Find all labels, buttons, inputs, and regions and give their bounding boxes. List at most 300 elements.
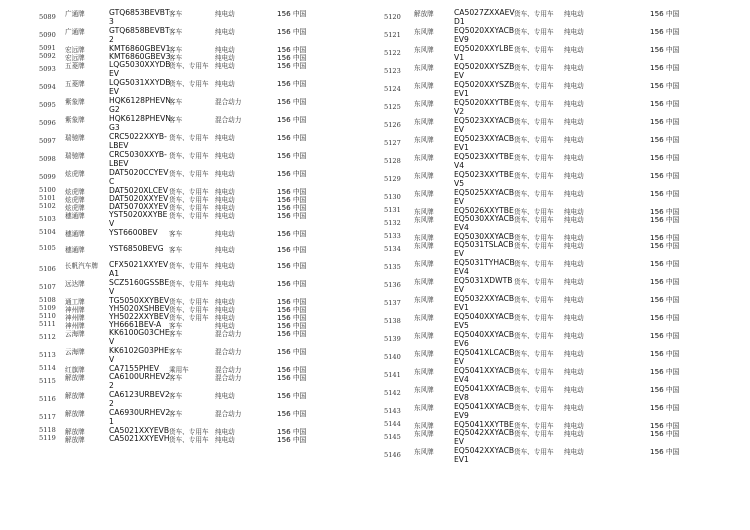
vehicle-type: 货车、专用车 (169, 134, 209, 142)
vehicle-type: 货车、专用车 (514, 350, 554, 358)
country-label: 中国 (666, 64, 680, 72)
country-label: 中国 (666, 46, 680, 54)
model-code-line1: DAT5020XLCEV (109, 186, 169, 195)
power-type: 纯电动 (215, 306, 235, 314)
table-row (384, 170, 750, 188)
power-type: 纯电动 (215, 280, 235, 288)
count-cell (650, 312, 679, 322)
table-row (39, 202, 375, 210)
brand-name: 炫虎牌 (65, 188, 85, 196)
vehicle-type: 客车 (169, 410, 183, 418)
count-cell (277, 434, 306, 444)
vehicle-type: 客车 (169, 230, 183, 238)
count-cell (277, 346, 306, 356)
power-type: 混合动力 (215, 330, 242, 338)
country-label: 中国 (293, 152, 307, 160)
power-type: 纯电动 (564, 100, 584, 108)
count-value: 156 (650, 295, 664, 304)
table-row (384, 258, 750, 276)
count-cell (650, 152, 679, 162)
count-value: 156 (277, 61, 291, 70)
table-row (384, 348, 750, 366)
brand-name: 东风牌 (414, 64, 434, 72)
country-label: 中国 (666, 404, 680, 412)
model-code-line2: EV4 (454, 267, 469, 276)
table-row (39, 114, 375, 132)
row-number: 5102 (39, 202, 56, 210)
model-code-line1: EQ5042XXYACB (454, 446, 515, 455)
country-label: 中国 (293, 348, 307, 356)
table-row (39, 328, 375, 346)
count-value: 156 (277, 435, 291, 444)
power-type: 纯电动 (564, 386, 584, 394)
brand-name: 东风牌 (414, 296, 434, 304)
model-code-line2: EV9 (454, 411, 469, 420)
country-label: 中国 (666, 82, 680, 90)
model-code-line1: CA5021XXYEVB (109, 426, 170, 435)
vehicle-type: 货车、专用车 (514, 190, 554, 198)
country-label: 中国 (293, 188, 307, 196)
model-code-line2: V (109, 355, 115, 364)
model-code-line2: EV (454, 249, 464, 258)
table-row (384, 152, 750, 170)
power-type: 纯电动 (215, 204, 235, 212)
country-label: 中国 (666, 422, 680, 430)
power-type: 混合动力 (215, 348, 242, 356)
power-type: 纯电动 (215, 28, 235, 36)
model-code-line2: 2 (109, 381, 114, 390)
brand-name: 东风牌 (414, 154, 434, 162)
count-value: 156 (650, 447, 664, 456)
count-cell (277, 328, 306, 338)
country-label: 中国 (293, 330, 307, 338)
brand-name: 宏远牌 (65, 54, 85, 62)
country-label: 中国 (293, 212, 307, 220)
brand-name: 紫象牌 (65, 98, 85, 106)
count-cell (277, 132, 306, 142)
vehicle-type: 货车、专用车 (514, 82, 554, 90)
table-row (39, 26, 375, 44)
vehicle-type: 货车、专用车 (514, 332, 554, 340)
count-cell (277, 114, 306, 124)
vehicle-type: 客车 (169, 348, 183, 356)
model-code (109, 346, 169, 364)
power-type: 纯电动 (215, 262, 235, 270)
model-code-line1: DAT5020XXYEV (109, 194, 169, 203)
power-type: 混合动力 (215, 366, 242, 374)
vehicle-type: 货车、专用车 (514, 100, 554, 108)
country-label: 中国 (666, 332, 680, 340)
count-value: 156 (277, 373, 291, 382)
vehicle-type: 客车 (169, 392, 183, 400)
count-value: 156 (277, 347, 291, 356)
count-value: 156 (277, 195, 291, 204)
vehicle-type: 客车 (169, 374, 183, 382)
count-value: 156 (277, 151, 291, 160)
model-code (454, 402, 514, 420)
model-code-line1: CA6930URHEV2 (109, 408, 171, 417)
table-row (384, 384, 750, 402)
row-number: 5137 (384, 299, 401, 307)
vehicle-type: 货车、专用车 (514, 386, 554, 394)
table-row (39, 312, 375, 320)
vehicle-type: 货车、专用车 (169, 62, 209, 70)
country-label: 中国 (293, 230, 307, 238)
model-code (109, 228, 158, 237)
power-type: 纯电动 (564, 350, 584, 358)
brand-name: 神州牌 (65, 314, 85, 322)
count-cell (277, 228, 306, 238)
vehicle-type: 货车、专用车 (514, 46, 554, 54)
vehicle-type: 货车、专用车 (169, 298, 209, 306)
table-row (39, 52, 375, 60)
model-code-line2: 1 (109, 417, 114, 426)
count-value: 156 (277, 203, 291, 212)
count-value: 156 (277, 133, 291, 142)
model-code-line2: EV (109, 69, 119, 78)
row-number: 5119 (39, 434, 56, 442)
table-row (39, 372, 375, 390)
country-label: 中国 (666, 234, 680, 242)
model-code-line2: V4 (454, 161, 465, 170)
model-code-line2: EV5 (454, 321, 469, 330)
count-cell (277, 244, 306, 254)
model-code-line2: V1 (454, 53, 465, 62)
power-type: 纯电动 (564, 278, 584, 286)
country-label: 中国 (666, 172, 680, 180)
left-column (39, 8, 375, 442)
power-type: 纯电动 (215, 314, 235, 322)
country-label: 中国 (666, 386, 680, 394)
count-value: 156 (650, 331, 664, 340)
row-number: 5120 (384, 13, 401, 21)
brand-name: 东风牌 (414, 404, 434, 412)
vehicle-type: 货车、专用车 (514, 28, 554, 36)
row-number: 5118 (39, 426, 56, 434)
model-code-line1: GTQ6858BEVBT (109, 26, 170, 35)
country-label: 中国 (293, 410, 307, 418)
brand-name: 通工牌 (65, 298, 85, 306)
row-number: 5109 (39, 304, 56, 312)
country-label: 中国 (666, 118, 680, 126)
count-cell (650, 62, 679, 72)
count-value: 156 (650, 215, 664, 224)
count-cell (650, 366, 679, 376)
row-number: 5145 (384, 433, 401, 441)
count-cell (650, 428, 679, 438)
model-code (454, 170, 514, 188)
count-cell (650, 384, 679, 394)
power-type: 纯电动 (215, 230, 235, 238)
country-label: 中国 (293, 322, 307, 330)
model-code (454, 188, 514, 206)
country-label: 中国 (293, 428, 307, 436)
model-code-line1: YH6661BEV-A (109, 320, 162, 329)
vehicle-type: 货车、专用车 (514, 242, 554, 250)
row-number: 5106 (39, 265, 56, 273)
model-code-line1: EQ5031TYHACB (454, 258, 515, 267)
count-cell (277, 168, 306, 178)
row-number: 5117 (39, 413, 56, 421)
row-number: 5131 (384, 206, 401, 214)
model-code-line1: CA5027ZXXAEV (454, 8, 515, 17)
power-type: 纯电动 (564, 448, 584, 456)
count-value: 156 (277, 79, 291, 88)
table-row (384, 80, 750, 98)
row-number: 5110 (39, 312, 56, 320)
count-value: 156 (650, 385, 664, 394)
brand-name: 解放牌 (65, 436, 85, 444)
row-number: 5115 (39, 377, 56, 385)
model-code-line1: TG5050XXYBEV (109, 296, 170, 305)
row-number: 5126 (384, 121, 401, 129)
table-row (384, 232, 750, 242)
model-code-line1: EQ5020XXYTBE (454, 98, 514, 107)
vehicle-type: 货车、专用车 (514, 64, 554, 72)
table-row (384, 420, 750, 430)
brand-name: 炫虎牌 (65, 170, 85, 178)
brand-name: 穗通牌 (65, 212, 85, 220)
table-row (384, 402, 750, 420)
count-value: 156 (650, 207, 664, 216)
vehicle-type: 货车、专用车 (169, 314, 209, 322)
row-number: 5098 (39, 155, 56, 163)
count-cell (277, 60, 306, 70)
country-label: 中国 (666, 430, 680, 438)
country-label: 中国 (293, 262, 307, 270)
model-code (454, 258, 515, 276)
table-row (384, 312, 750, 330)
count-value: 156 (277, 97, 291, 106)
country-label: 中国 (293, 28, 307, 36)
vehicle-type: 货车、专用车 (169, 436, 209, 444)
model-code-line2: D1 (454, 17, 465, 26)
country-label: 中国 (293, 116, 307, 124)
count-value: 156 (277, 115, 291, 124)
model-code-line1: EQ5020XXYLBE (454, 44, 514, 53)
model-code-line1: EQ5026XXYTBE (454, 206, 514, 215)
model-code-line2: 3 (109, 17, 114, 26)
model-code (109, 60, 171, 78)
power-type: 纯电动 (564, 82, 584, 90)
right-column (384, 8, 750, 464)
model-code (109, 168, 168, 186)
power-type: 混合动力 (215, 410, 242, 418)
vehicle-type: 货车、专用车 (514, 404, 554, 412)
row-number: 5132 (384, 219, 401, 227)
count-cell (650, 170, 679, 180)
row-number: 5094 (39, 83, 56, 91)
model-code-line1: CA7155PHEV (109, 364, 160, 373)
table-row (384, 116, 750, 134)
power-type: 纯电动 (215, 212, 235, 220)
model-code (109, 150, 167, 168)
model-code (454, 152, 514, 170)
power-type: 纯电动 (564, 118, 584, 126)
vehicle-type: 货车、专用车 (514, 136, 554, 144)
model-code (454, 62, 514, 80)
power-type: 纯电动 (215, 152, 235, 160)
brand-name: 东风牌 (414, 208, 434, 216)
vehicle-type: 货车、专用车 (514, 216, 554, 224)
vehicle-type: 货车、专用车 (514, 260, 554, 268)
count-cell (277, 390, 306, 400)
power-type: 纯电动 (564, 28, 584, 36)
vehicle-type: 货车、专用车 (514, 296, 554, 304)
vehicle-type: 货车、专用车 (169, 306, 209, 314)
brand-name: 穗通牌 (65, 230, 85, 238)
model-code-line2: EV1 (454, 143, 469, 152)
model-code-line1: EQ5031TSLACB (454, 240, 514, 249)
power-type: 纯电动 (215, 246, 235, 254)
brand-name: 东风牌 (414, 430, 434, 438)
row-number: 5108 (39, 296, 56, 304)
country-label: 中国 (293, 392, 307, 400)
model-code (109, 372, 170, 390)
count-cell (650, 8, 679, 18)
brand-name: 东风牌 (414, 332, 434, 340)
country-label: 中国 (666, 216, 680, 224)
country-label: 中国 (666, 208, 680, 216)
count-value: 156 (277, 261, 291, 270)
country-label: 中国 (666, 350, 680, 358)
brand-name: 云海牌 (65, 348, 85, 356)
table-row (384, 188, 750, 206)
brand-name: 解放牌 (65, 410, 85, 418)
vehicle-type: 货车、专用车 (514, 422, 554, 430)
count-value: 156 (277, 313, 291, 322)
count-value: 156 (277, 279, 291, 288)
model-code-line1: GTQ6853BEVBT (109, 8, 170, 17)
model-code-line2: A1 (109, 269, 120, 278)
model-code (109, 260, 168, 278)
count-cell (277, 96, 306, 106)
brand-name: 红旗牌 (65, 366, 85, 374)
country-label: 中国 (293, 10, 307, 18)
row-number: 5096 (39, 119, 56, 127)
vehicle-type: 货车、专用车 (514, 234, 554, 242)
power-type: 纯电动 (564, 314, 584, 322)
vehicle-type: 乘用车 (169, 366, 189, 374)
row-number: 5134 (384, 245, 401, 253)
table-row (384, 214, 750, 232)
country-label: 中国 (666, 190, 680, 198)
country-label: 中国 (293, 134, 307, 142)
model-code-line1: EQ5020XXYSZB (454, 80, 515, 89)
model-code-line2: EV (454, 71, 464, 80)
vehicle-type: 货车、专用车 (514, 208, 554, 216)
model-code-line1: KMT6860GBEV3 (109, 52, 171, 61)
row-number: 5144 (384, 420, 401, 428)
table-row (384, 44, 750, 62)
table-row (39, 244, 375, 260)
count-cell (277, 78, 306, 88)
row-number: 5122 (384, 49, 401, 57)
country-label: 中国 (666, 260, 680, 268)
vehicle-type: 货车、专用车 (514, 172, 554, 180)
country-label: 中国 (293, 62, 307, 70)
power-type: 纯电动 (215, 196, 235, 204)
table-row (39, 194, 375, 202)
count-value: 156 (650, 45, 664, 54)
model-code (454, 294, 514, 312)
row-number: 5104 (39, 228, 56, 236)
brand-name: 东风牌 (414, 82, 434, 90)
model-code-line1: HQK6128PHEVN (109, 114, 171, 123)
model-code (454, 44, 513, 62)
row-number: 5125 (384, 103, 401, 111)
count-value: 156 (650, 63, 664, 72)
model-code-line1: CA5021XXYEVH (109, 434, 170, 443)
count-value: 156 (650, 241, 664, 250)
count-value: 156 (277, 27, 291, 36)
count-value: 156 (277, 297, 291, 306)
model-code-line1: YH5020XSHBEV (109, 304, 170, 313)
model-code-line2: 2 (109, 35, 114, 44)
model-code-line1: EQ5023XXYTBE (454, 152, 514, 161)
count-cell (650, 240, 679, 250)
row-number: 5128 (384, 157, 401, 165)
count-cell (650, 348, 679, 358)
model-code (109, 114, 171, 132)
model-code-line1: EQ5023XXYTBE (454, 170, 514, 179)
count-value: 156 (277, 245, 291, 254)
vehicle-type: 货车、专用车 (514, 118, 554, 126)
brand-name: 东风牌 (414, 234, 434, 242)
table-row (39, 434, 375, 442)
model-code-line1: EQ5041XXYTBE (454, 420, 514, 429)
power-type: 纯电动 (215, 322, 235, 330)
model-code-line1: CRC5030XXYB- (109, 150, 167, 159)
table-row (39, 96, 375, 114)
model-code-line1: YH5022XXYBEV (109, 312, 169, 321)
model-code (109, 278, 169, 296)
power-type: 纯电动 (564, 190, 584, 198)
brand-name: 东风牌 (414, 260, 434, 268)
table-row (39, 320, 375, 328)
table-row (39, 390, 375, 408)
model-code-line2: EV (454, 285, 464, 294)
row-number: 5121 (384, 31, 401, 39)
model-code-line1: EQ5041XLCACB (454, 348, 515, 357)
count-value: 156 (650, 259, 664, 268)
model-code (454, 276, 513, 294)
power-type: 混合动力 (215, 116, 242, 124)
country-label: 中国 (293, 98, 307, 106)
country-label: 中国 (293, 170, 307, 178)
power-type: 纯电动 (564, 404, 584, 412)
model-code-line1: LQG5030XXYDB (109, 60, 171, 69)
table-row (384, 62, 750, 80)
model-code-line2: C (109, 177, 115, 186)
count-value: 156 (650, 367, 664, 376)
vehicle-type: 货车、专用车 (169, 280, 209, 288)
model-code-line2: EV8 (454, 393, 469, 402)
vehicle-type: 货车、专用车 (169, 212, 209, 220)
count-value: 156 (277, 391, 291, 400)
model-code (454, 312, 514, 330)
model-code-line2: EV (109, 87, 119, 96)
country-label: 中国 (666, 368, 680, 376)
model-code (109, 26, 170, 44)
model-code (109, 390, 170, 408)
brand-name: 东风牌 (414, 314, 434, 322)
vehicle-type: 货车、专用车 (514, 10, 554, 18)
brand-name: 广通牌 (65, 10, 85, 18)
model-code-line1: EQ5041XXYACB (454, 402, 515, 411)
model-code-line2: EV1 (454, 455, 469, 464)
country-label: 中国 (293, 314, 307, 322)
